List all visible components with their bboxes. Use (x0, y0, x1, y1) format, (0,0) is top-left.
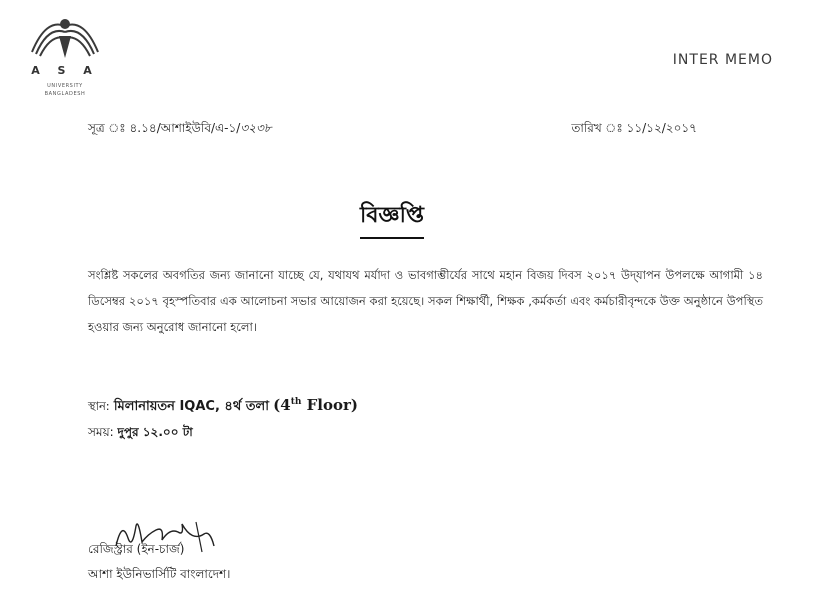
venue-line (88, 396, 358, 418)
reference-prefix: সূত্র ঃ ৪.১৪/আশাইউবি/এ-১/ (88, 121, 241, 135)
signatory-organization: আশা ইউনিভার্সিটি বাংলাদেশ। (88, 567, 231, 581)
floor-ordinal: th (290, 397, 302, 407)
time-value: দুপুর ১২.০০ টা (117, 425, 193, 439)
logo-subtitle: UNIVERSITY (47, 83, 83, 89)
floor-note (273, 396, 358, 414)
notice-body: সংশ্লিষ্ট সকলের অবগতির জন্য জানানো যাচ্ছে যে, যথাযথ মর্যাদা ও ভাবগাম্ভীর্যের সাথে মহান বিজয় দিবস ২০১৭ উদ্‌যাপন উপলক্ষে আগামী ১৪ ডিসেম্বর ২০১৭ বৃহস্পতিবার এক আলোচনা সভার আয়োজন করা হয়েছে। সকল শিক্ষার্থী, শিক্ষক ,কর্মকর্তা এবং কর্মচারীবৃন্দকে উক্ত অনুষ্ঠানে উপস্থিত হওয়ার জন্য অনুরোধ জানানো হলো। (88, 268, 763, 334)
reference-handwritten-number: ৩২৩৮ (240, 121, 272, 135)
asa-logo (26, 12, 104, 104)
notice-title: বিজ্ঞপ্তি (360, 198, 424, 239)
floor-open: (4 (273, 396, 291, 414)
memo-label: INTER MEMO (672, 52, 773, 68)
venue-value: মিলানায়তন IQAC, ৪র্থ তলা (113, 399, 269, 414)
logo-initials: A S A (31, 64, 99, 77)
venue-label: স্থান: (88, 399, 110, 413)
reference-number (88, 120, 272, 140)
sunrise-emblem-icon (26, 12, 104, 64)
notice-date: তারিখ ঃ ১১/১২/২০১৭ (571, 121, 697, 135)
time-label: সময়: (88, 425, 114, 439)
logo-subtitle-country: BANGLADESH (44, 91, 86, 97)
floor-close: Floor) (301, 396, 358, 414)
signatory-title: রেজিস্ট্রার (ইন-চার্জ) (88, 542, 185, 556)
time-line (88, 424, 193, 444)
